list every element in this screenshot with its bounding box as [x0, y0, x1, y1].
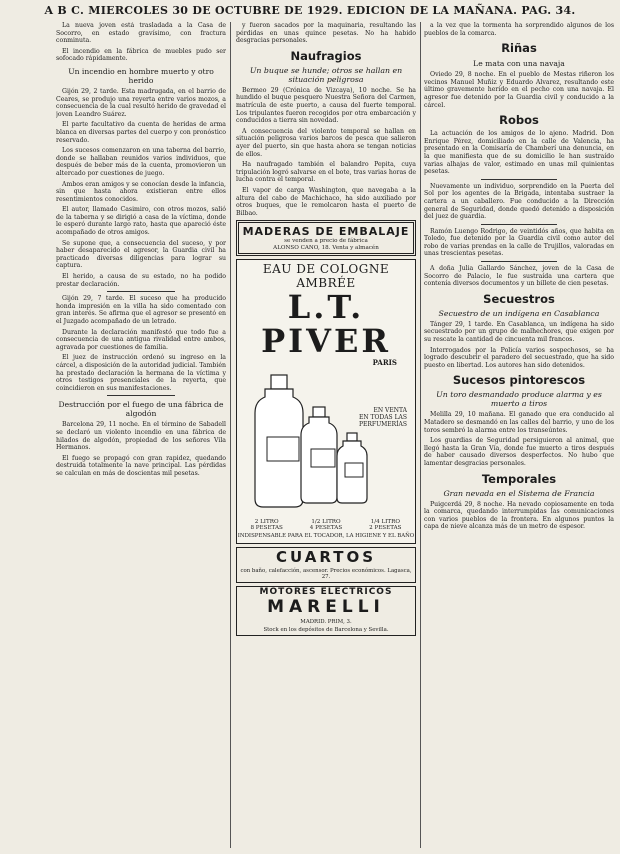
perfume-bottles-icon [237, 367, 416, 517]
headline: Destrucción por el fuego de una fábrica de algodón [58, 400, 224, 419]
section-heading: Secuestros [483, 291, 555, 306]
ad-line: Stock en los depósitos de Barcelona y Sevilla. [263, 627, 389, 634]
ad-side-text [359, 407, 415, 428]
price-size: 1/2 LITRO [311, 519, 341, 526]
paragraph: A doña Julia Gallardo Sánchez, joven de la Casa de Socorro de Palacio, le fue sustraída una cartera que contenía diversos documentos y un billete de cien pesetas. [424, 265, 614, 288]
subheadline: Un toro desmandado produce alarma y es muerto a tiros [436, 390, 602, 409]
subheadline: Secuestro de un indígena en Casablanca [438, 308, 600, 318]
paragraph: La nueva joven está trasladada a la Casa de Socorro, en estado gravísimo, con fractura conminuta. [56, 22, 226, 45]
separator [481, 261, 557, 262]
ad-city: PARIS [372, 358, 397, 368]
price-item [250, 519, 282, 531]
section-heading: Sucesos pintorescos [452, 373, 586, 388]
column-3 [424, 22, 614, 852]
paragraph: Ramón Luengo Rodrigo, de veintidós años, que habita en Toledo, fue detenido por la Guardia civil como autor del robo de varias prendas en la calle de Trujillos, valoradas en unas trescientas pesetas. [424, 227, 614, 258]
paragraph: Bermeo 29 (Crónica de Vizcaya), 10 noche. Se ha hundido el buque pesquero Nuestra Señora del Carmen, matrícula de este puerto, a causa del fuerte temporal. Los tripulantes fueron recogidos por otra embarcación y conducidos a tierra sin novedad. [236, 86, 416, 125]
paragraph: Nuevamente un individuo, sorprendido en la Puerta del Sol por los agentes de la Brigada, intentaba sustraer la cartera a un caballero. Fue conducido a la Dirección general de Seguridad, donde quedó detenido a disposición del juez de guardia. [424, 182, 614, 221]
section-heading: Robos [499, 113, 539, 128]
column-rule [230, 22, 231, 848]
ad-line: se venden a precio de fábrica [284, 238, 368, 245]
paragraph: Los sucesos comenzaron en una taberna del barrio, donde se hallaban reunidos varios individuos, que después de beber más de la cuenta, promovieron un altercado por cuestiones de juego. [56, 147, 226, 177]
paragraph: Gijón 29, 7 tarde. El suceso que ha producido honda impresión en la villa ha sido comentado con gran interés. Se afirma que el agresor se presentó en el Juzgado acompañado de un letrado. [56, 295, 226, 325]
price-list [237, 519, 415, 531]
ad-side-line: EN TODAS LAS [358, 414, 407, 422]
paragraph: El vapor de carga Washington, que navegaba a la altura del cabo de Machichaco, ha sido auxiliado por otros buques, que le remolcaron hasta el puerto de Bilbao. [236, 186, 416, 217]
paragraph: Tánger 29, 1 tarde. En Casablanca, un indígena ha sido secuestrado por un grupo de malhechores, que exigen por su rescate la cantidad de cincuenta mil francos. [424, 320, 614, 344]
paragraph: y fueron sacados por la maquinaria, resultando las pérdidas en unas quince pesetas. No ha habido desgracias personales. [236, 22, 416, 45]
separator [107, 395, 175, 396]
paragraph: Puigcerdá 29, 8 noche. Ha nevado copiosamente en toda la comarca, quedando interrumpidas las comunicaciones con varios pueblos de la frontera. En algunos puntos la capa de nieve alcanza más de un metro de espesor. [424, 500, 614, 531]
section-heading: Temporales [481, 471, 557, 486]
advertisement-motores [236, 586, 416, 636]
column-rule [420, 22, 421, 848]
price-item [310, 519, 342, 531]
paragraph: Gijón 29, 2 tarde. Esta madrugada, en el barrio de Ceares, se produjo una reyerta entre varios mozos, a consecuencia de la cual resultó herido de gravedad el joven Leandro Suárez. [56, 87, 226, 118]
separator [481, 224, 557, 225]
paragraph: Se supone que, a consecuencia del suceso, y por haber desaparecido el agresor, la Guardia civil ha practicado diversas diligencias para lograr su captura. [56, 239, 226, 270]
price-value: 8 PESETAS [250, 525, 283, 532]
subheadline: Un buque se hunde; otros se hallan en situación peligrosa [249, 65, 403, 84]
separator [481, 179, 557, 180]
advertisement-piver [236, 259, 416, 544]
bottles-illustration [237, 367, 415, 517]
price-size: 1/4 LITRO [370, 519, 400, 526]
paragraph: Barcelona 29, 11 noche. En el término de Sabadell se declaró un violento incendio en una fábrica de hilados de algodón, propiedad de los señores Vila Hermanos. [56, 421, 226, 452]
advertisement-cuartos [236, 547, 416, 583]
ad-line: con baño, calefacción, ascensor. Precios económicos. Lagasca, 27. [240, 568, 412, 581]
price-value: 4 PESETAS [309, 525, 343, 532]
subheadline: Le mata con una navaja [473, 59, 565, 69]
price-value: 2 PESETAS [369, 525, 402, 532]
paragraph: El herido, a causa de su estado, no ha podido prestar declaración. [56, 273, 226, 288]
paragraph: A consecuencia del violento temporal se hallan en situación peligrosa varios barcos de pesca que salieron ayer del puerto, sin que hasta ahora se tengan noticias de ellos. [236, 127, 416, 158]
ad-city: MADRID. PRIM, 3. [300, 619, 352, 626]
ad-title: EAU DE COLOGNE AMBRÉE [262, 262, 390, 291]
paragraph: El incendio en la fábrica de muebles pudo ser sofocado rápidamente. [56, 47, 226, 63]
paragraph: El juez de instrucción ordenó su ingreso en la cárcel, a disposición de la autoridad judicial. También ha prestado declaración la hermana de la víctima y otros testigos presenciales de la reyerta, que coincidieron en sus manifestaciones. [56, 354, 226, 392]
ad-side-line: EN VENTA [373, 407, 407, 415]
section-heading: Naufragios [290, 48, 362, 63]
column-2 [236, 22, 416, 852]
paragraph: El autor, llamado Casimiro, con otros mozos, salió de la taberna y se dirigió a casa de la víctima, donde le esperó durante largo rato, hasta que apareció éste acompañado de otros amigos. [56, 206, 226, 237]
ad-brand: MARELLI [267, 597, 385, 618]
advertisement-maderas [236, 220, 416, 256]
price-item [369, 519, 401, 531]
ad-title: CUARTOS [276, 548, 376, 567]
ad-bottom-line: INDISPENSABLE PARA EL TOCADOR, LA HIGIENE Y EL BAÑO [237, 533, 415, 540]
paragraph: Interrogados por la Policía varios sospechosos, se ha logrado descubrir el paradero del secuestrado, que ha sido puesto en libertad. Los autores han sido detenidos. [424, 346, 614, 369]
page-header: A B C. MIERCOLES 30 DE OCTUBRE DE 1929. EDICION DE LA MAÑANA. PAG. 34. [44, 4, 576, 17]
paragraph: Ambos eran amigos y se conocían desde la infancia, sin que hasta ahora existieran entre ellos resentimientos conocidos. [56, 180, 226, 203]
section-heading: Riñas [501, 41, 537, 56]
paragraph: a la vez que la tormenta ha sorprendido algunos de los pueblos de la comarca. [424, 22, 614, 37]
paragraph: Los guardias de Seguridad persiguieron al animal, que llegó hasta la Gran Vía, donde fue muerto a tiros después de haber causado diversos desperfectos. No hubo que lamentar desgracias personales. [424, 437, 614, 467]
paragraph: Ha naufragado también el balandro Pepita, cuya tripulación logró salvarse en el bote, tras varias horas de lucha contra el temporal. [236, 161, 416, 184]
subheadline: Gran nevada en el Sistema de Francia [443, 488, 595, 498]
paragraph: El fuego se propagó con gran rapidez, quedando destruida totalmente la nave principal. Las pérdidas se calculan en más de doscientas mil pesetas. [56, 454, 226, 477]
headline: Un incendio en hombre muerto y otro herido [68, 66, 214, 85]
ad-title: MOTORES ELECTRICOS [259, 587, 393, 598]
price-size: 2 LITRO [254, 519, 279, 526]
column-1 [56, 22, 226, 852]
paragraph: Durante la declaración manifestó que todo fue a consecuencia de una antigua rivalidad entre ambos, agravada por cuestiones de familia. [56, 328, 226, 351]
ad-line: ALONSO CANO, 18. Venta y almacén [273, 244, 379, 251]
ad-brand: L.T. PIVER [261, 288, 391, 361]
paragraph: Melilla 29, 10 mañana. El ganado que era conducido al Matadero se desmandó en las calles del barrio, y uno de los toros sembró la alarma entre los transeúntes. [424, 411, 614, 434]
ad-side-line: PERFUMERÍAS [358, 421, 407, 429]
paragraph: La actuación de los amigos de lo ajeno. Madrid. Don Enrique Pérez, domiciliado en la calle de Valencia, ha presentado en la Comisaría de Chamberí una denuncia, en la que manifiesta que de su domicilio le han sustraído varias alhajas de valor, estimado en unas mil quinientas pesetas. [424, 130, 614, 176]
separator [107, 291, 175, 292]
paragraph: Oviedo 29, 8 noche. En el pueblo de Mestas riñeron los vecinos Manuel Muñiz y Eduardo Alvarez, resultando este último gravemente herido en el pecho con una navaja. El agresor fue detenido por la Guardia civil y conducido a la cárcel. [424, 71, 614, 109]
ad-title: MADERAS DE EMBALAJE [242, 225, 410, 239]
paragraph: El parte facultativo da cuenta de heridas de arma blanca en diversas partes del cuerpo y con pronóstico reservado. [56, 121, 226, 144]
